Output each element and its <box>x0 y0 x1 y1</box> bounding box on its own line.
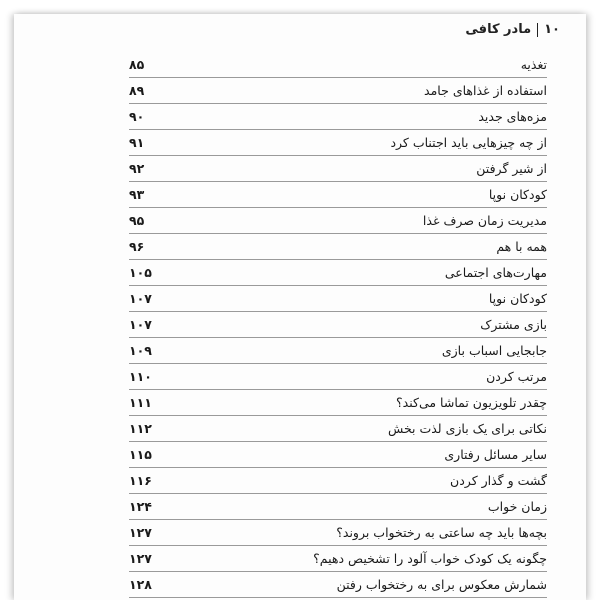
toc-entry-page-number: ۹۶ <box>129 239 145 254</box>
toc-entry-page-number: ۱۰۵ <box>129 265 152 280</box>
toc-entry <box>129 390 547 416</box>
toc-entry-page-number: ۱۰۷ <box>129 317 152 332</box>
toc-entry <box>129 416 547 442</box>
page-header <box>465 22 560 37</box>
toc-entry-page-number: ۹۰ <box>129 109 145 124</box>
table-of-contents <box>129 52 547 598</box>
toc-entry <box>129 364 547 390</box>
toc-entry-page-number: ۱۰۷ <box>129 291 152 306</box>
toc-entry <box>129 286 547 312</box>
toc-entry-page-number: ۱۱۶ <box>129 473 152 488</box>
toc-entry <box>129 494 547 520</box>
toc-entry <box>129 572 547 598</box>
toc-entry-title: از شیر گرفتن <box>472 161 547 176</box>
toc-entry <box>129 520 547 546</box>
toc-entry <box>129 182 547 208</box>
toc-entry <box>129 442 547 468</box>
toc-entry-page-number: ۱۲۸ <box>129 577 152 592</box>
toc-entry-page-number: ۱۱۰ <box>129 369 152 384</box>
toc-entry-page-number: ۹۵ <box>129 213 145 228</box>
toc-entry <box>129 260 547 286</box>
toc-entry-page-number: ۹۱ <box>129 135 145 150</box>
toc-entry <box>129 312 547 338</box>
toc-entry-title: کودکان نوپا <box>485 291 547 306</box>
toc-entry <box>129 52 547 78</box>
toc-entry-title: گشت و گذار کردن <box>446 473 547 488</box>
toc-entry <box>129 130 547 156</box>
toc-entry-title: از چه چیزهایی باید اجتناب کرد <box>386 135 547 150</box>
toc-entry-title: کودکان نوپا <box>485 187 547 202</box>
header-divider <box>537 23 538 37</box>
toc-entry-title: چقدر تلویزیون تماشا می‌کند؟ <box>392 395 547 410</box>
toc-entry-title: مدیریت زمان صرف غذا <box>419 213 547 228</box>
toc-entry-title: مرتب کردن <box>482 369 547 384</box>
toc-entry-title: بچه‌ها باید چه ساعتی به رختخواب بروند؟ <box>332 525 547 540</box>
toc-entry-title: مهارت‌های اجتماعی <box>441 265 547 280</box>
toc-entry-page-number: ۱۰۹ <box>129 343 152 358</box>
toc-entry <box>129 468 547 494</box>
toc-entry-page-number: ۸۹ <box>129 83 145 98</box>
toc-entry-title: جابجایی اسباب بازی <box>438 343 547 358</box>
toc-entry-title: زمان خواب <box>484 499 547 514</box>
toc-entry-title: نکاتی برای یک بازی لذت بخش <box>384 421 547 436</box>
page-number: ۱۰ <box>544 22 560 37</box>
toc-entry-page-number: ۸۵ <box>129 57 145 72</box>
toc-entry-title: مزه‌های جدید <box>474 109 547 124</box>
toc-entry <box>129 208 547 234</box>
toc-entry-page-number: ۹۳ <box>129 187 145 202</box>
toc-entry-title: چگونه یک کودک خواب آلود را تشخیص دهیم؟ <box>309 551 547 566</box>
toc-entry-title: شمارش معکوس برای به رختخواب رفتن <box>333 577 547 592</box>
toc-entry <box>129 78 547 104</box>
toc-entry-page-number: ۱۲۷ <box>129 525 152 540</box>
book-page <box>14 14 586 600</box>
toc-entry-page-number: ۹۲ <box>129 161 145 176</box>
toc-entry-title: تغذیه <box>517 57 547 72</box>
toc-entry-page-number: ۱۱۵ <box>129 447 152 462</box>
toc-entry <box>129 234 547 260</box>
toc-entry <box>129 156 547 182</box>
toc-entry <box>129 104 547 130</box>
toc-entry <box>129 338 547 364</box>
book-title: مادر کافی <box>465 22 532 37</box>
toc-entry-title: بازی مشترک <box>476 317 547 332</box>
toc-entry-page-number: ۱۱۲ <box>129 421 152 436</box>
toc-entry-page-number: ۱۲۷ <box>129 551 152 566</box>
toc-entry-title: همه با هم <box>492 239 547 254</box>
toc-entry-title: استفاده از غذاهای جامد <box>420 83 547 98</box>
toc-entry-title: سایر مسائل رفتاری <box>440 447 547 462</box>
toc-entry-page-number: ۱۲۴ <box>129 499 152 514</box>
toc-entry <box>129 546 547 572</box>
toc-entry-page-number: ۱۱۱ <box>129 395 152 410</box>
